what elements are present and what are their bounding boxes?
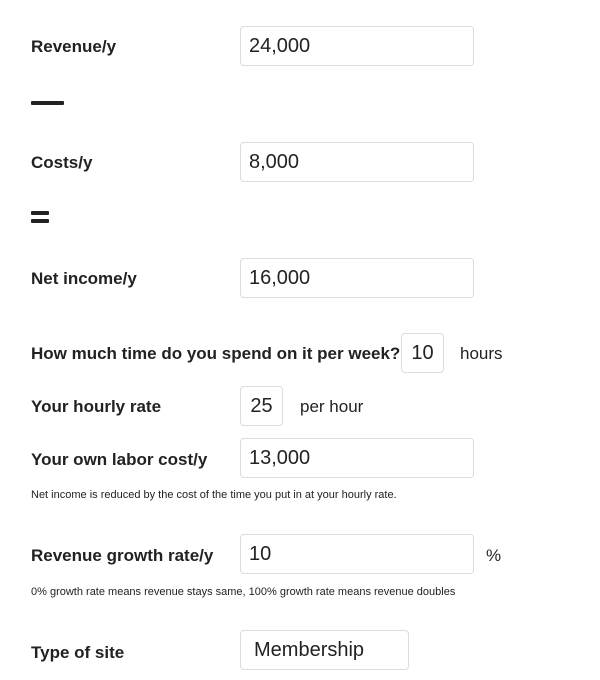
costs-label: Costs/y	[31, 153, 93, 172]
labor-cost-note: Net income is reduced by the cost of the time you put in at your hourly rate.	[31, 489, 397, 501]
hours-unit: hours	[460, 344, 503, 363]
net-income-label: Net income/y	[31, 269, 137, 288]
site-type-label: Type of site	[31, 643, 125, 662]
hourly-rate-label: Your hourly rate	[31, 397, 162, 416]
equals-operator	[31, 211, 49, 223]
minus-operator	[31, 101, 64, 105]
labor-cost-label: Your own labor cost/y	[31, 450, 208, 469]
revenue-label: Revenue/y	[31, 37, 117, 56]
revenue-input[interactable]: 24,000	[240, 26, 474, 66]
time-per-week-label: How much time do you spend on it per week?	[31, 344, 401, 363]
growth-rate-note: 0% growth rate means revenue stays same, 100% growth rate means revenue doubles	[31, 586, 456, 598]
net-income-field: 16,000	[240, 258, 474, 298]
hours-per-week-input[interactable]: 10	[401, 333, 444, 373]
labor-cost-field: 13,000	[240, 438, 474, 478]
per-hour-unit: per hour	[300, 397, 364, 416]
growth-rate-input[interactable]: 10	[240, 534, 474, 574]
growth-rate-label: Revenue growth rate/y	[31, 546, 214, 565]
site-type-select[interactable]: Membership	[240, 630, 409, 670]
costs-input[interactable]: 8,000	[240, 142, 474, 182]
hourly-rate-input[interactable]: 25	[240, 386, 283, 426]
percent-unit: %	[486, 546, 502, 565]
